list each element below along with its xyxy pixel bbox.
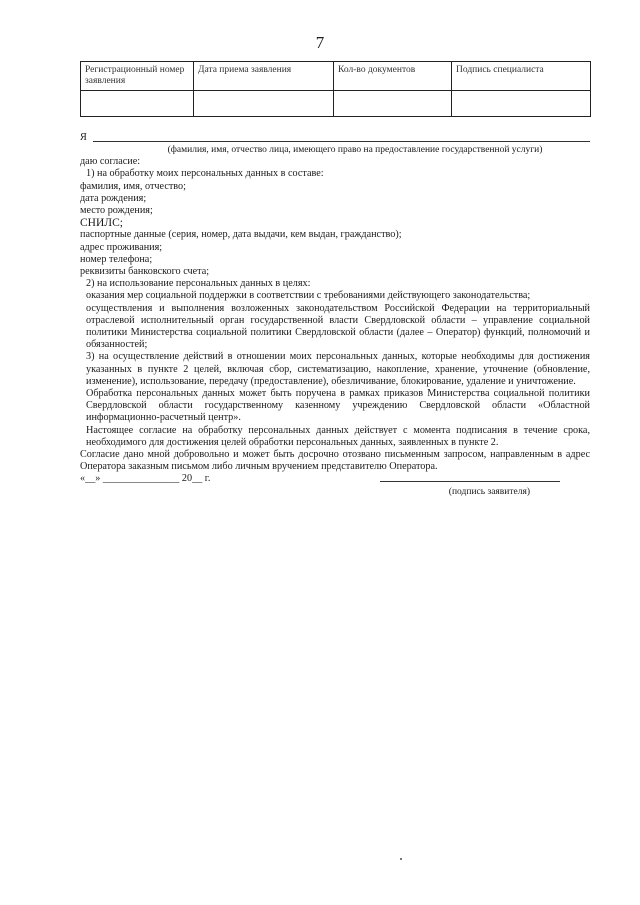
signature-field[interactable]: [380, 473, 560, 482]
item-2: 2) на использование персональных данных в целях:: [86, 278, 311, 290]
fio-caption: (фамилия, имя, отчество лица, имеющего право на предоставление государственной услуги): [167, 145, 543, 155]
item-1: 1) на обработку моих персональных данных в составе:: [86, 168, 324, 180]
scan-speck: [400, 858, 402, 860]
data-item: место рождения;: [80, 205, 153, 217]
data-item: номер телефона;: [80, 253, 153, 265]
data-item: дата рождения;: [80, 192, 147, 204]
cell-registration-number[interactable]: [81, 91, 194, 117]
date-signature-row: [80, 473, 590, 485]
header-documents-count: Кол-во документов: [334, 62, 452, 91]
header-application-date: Дата приема заявления: [194, 62, 334, 91]
registration-table: [80, 61, 591, 117]
data-item: фамилия, имя, отчество;: [80, 180, 186, 192]
page-number: 7: [315, 33, 325, 52]
data-item: СНИЛС;: [80, 217, 123, 230]
header-specialist-signature: Подпись специалиста: [452, 62, 591, 91]
data-item: адрес проживания;: [80, 241, 163, 253]
data-item: реквизиты банковского счета;: [80, 266, 210, 278]
consent-intro: даю согласие:: [80, 156, 141, 168]
ya-label: Я: [80, 131, 87, 143]
applicant-name-field[interactable]: [93, 141, 590, 142]
applicant-name-row: [80, 130, 590, 144]
header-registration-number: Регистрационный номер заявления: [81, 62, 194, 91]
consent-form: [80, 130, 590, 498]
purpose-2: осуществления и выполнения возложенных законодательством Российской Федерации на территориальный отраслевой исполнительный орган государственной власти Свердловской области – управление социальной политики Министерства социальной политики Свердловской области (далее – Оператор) функций, полномочий и обязанностей;: [86, 302, 590, 351]
cell-documents-count[interactable]: [334, 91, 452, 117]
date-line[interactable]: «__» _______________ 20__ г.: [80, 473, 211, 485]
purpose-1: оказания мер социальной поддержки в соответствии с требованиями действующего законодательства;: [86, 290, 531, 302]
cell-specialist-signature[interactable]: [452, 91, 591, 117]
item-3: 3) на осуществление действий в отношении моих персональных данных, которые необходимы для достижения указанных в пункте 2 целей, включая сбор, систематизацию, накопление, хранение, уточнение (обновление, изменение), использование, передачу (предоставление), обезличивание, блокирование, удаление и уничтожение.: [86, 351, 590, 387]
signature-caption: (подпись заявителя): [448, 486, 530, 497]
processing-paragraph: Обработка персональных данных может быть поручена в рамках приказов Министерства социальной политики Свердловской области государственному казенному учреждению Свердловской области «Областной информационно-расчетный центр».: [86, 388, 590, 424]
cell-application-date[interactable]: [194, 91, 334, 117]
revocation-paragraph: Согласие дано мной добровольно и может быть досрочно отозвано письменным запросом, направленным в адрес Оператора заказным письмом либо личным вручением представителю Оператора.: [80, 449, 590, 473]
data-item: паспортные данные (серия, номер, дата выдачи, кем выдан, гражданство);: [80, 229, 402, 241]
validity-paragraph: Настоящее согласие на обработку персональных данных действует с момента подписания в течение срока, необходимого для достижения целей обработки персональных данных, заявленных в пункте 2.: [86, 424, 590, 448]
